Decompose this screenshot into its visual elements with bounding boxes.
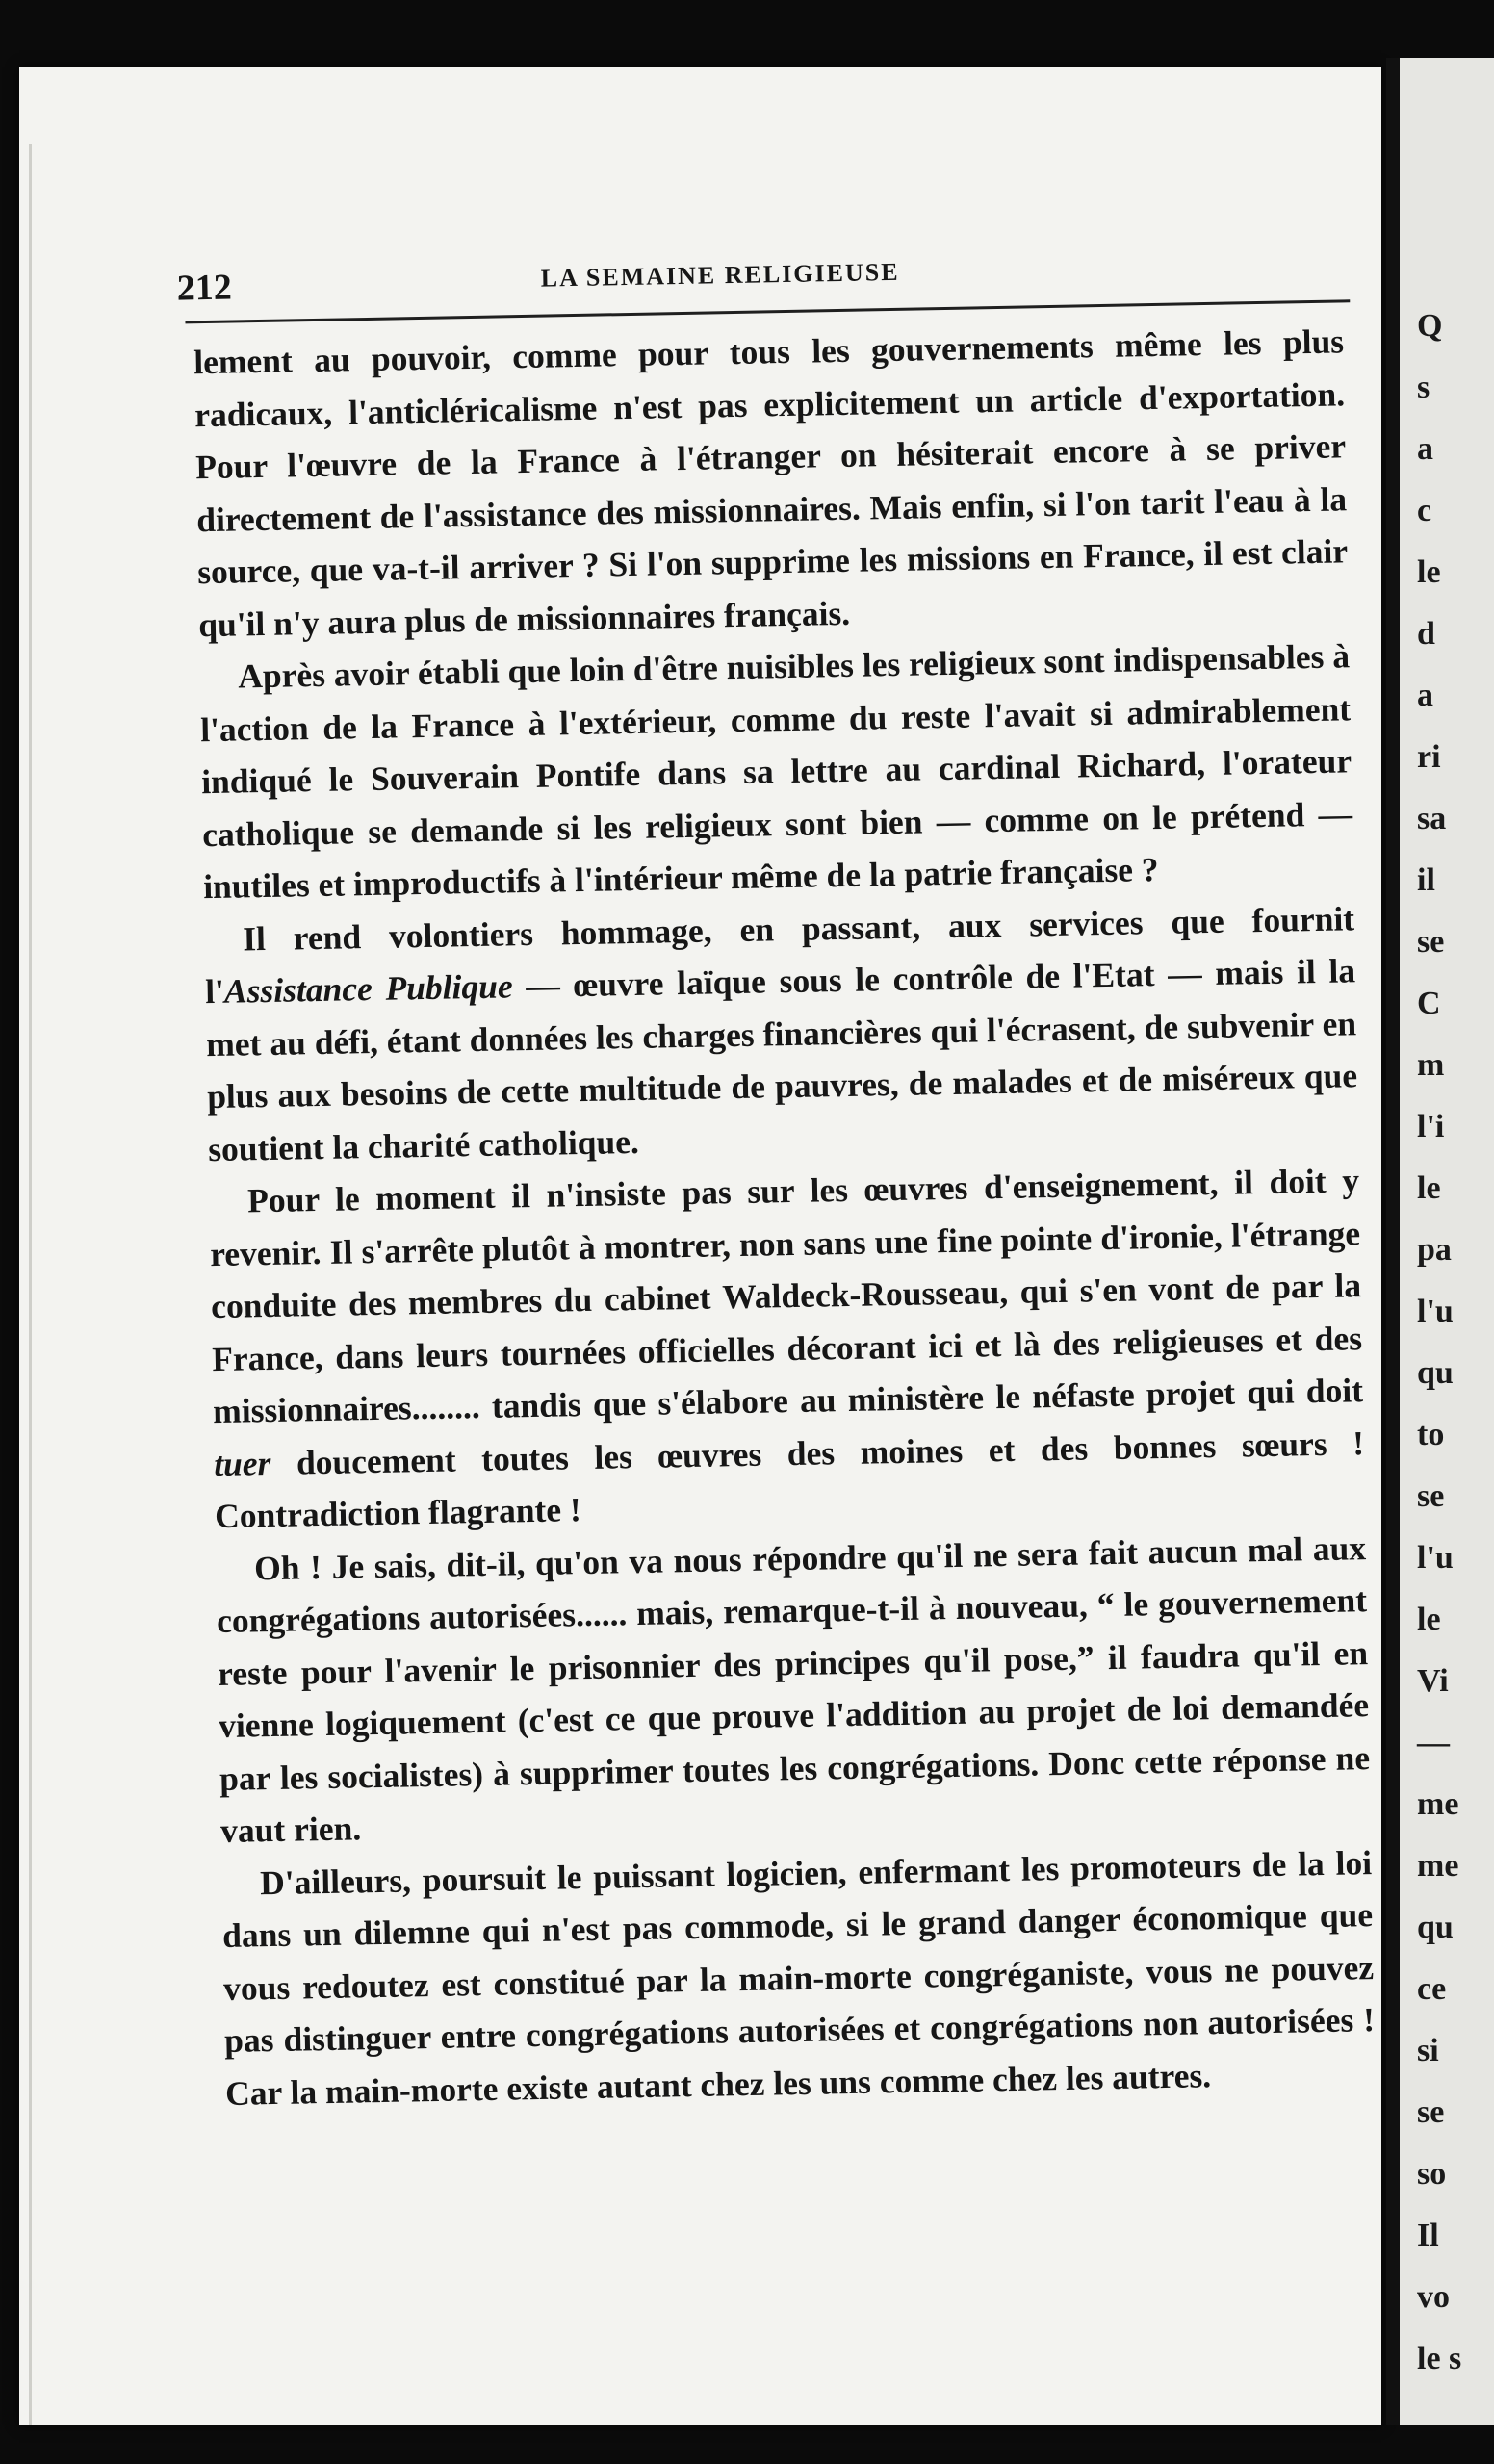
- facing-page-fragment: se: [1417, 924, 1445, 960]
- facing-page-fragment: a: [1417, 678, 1433, 713]
- facing-page-fragment: ce: [1417, 1971, 1447, 2007]
- paragraph-text: — œuvre laïque sous le contrôle de l'Etat — mais il la met au défi, étant données les charges financières qui l'écrasent, de subvenir en plus aux besoins de cette multitude de pauvres, de malades et de miséreux que soutient la charité catholique.: [205, 951, 1358, 1168]
- paragraph: D'ailleurs, poursuit le puissant logicien, enfermant les promoteurs de la loi dans un dilemne qui n'est pas commode, si le grand danger économique que vous redoutez est constitué par la main-morte congréganiste, vous ne pouvez pas distinguer entre congrégations autorisées et congrégations non autorisées ! Car la main-morte existe autant chez les uns comme chez les autres.: [221, 1842, 1376, 2113]
- facing-page-fragment: pa: [1417, 1232, 1452, 1268]
- facing-page-fragment: —: [1417, 1725, 1450, 1760]
- italic-term: tuer: [213, 1443, 271, 1483]
- paragraph-text: doucement toutes les œuvres des moines et des bonnes sœurs ! Contradiction flagrante !: [214, 1423, 1365, 1536]
- italic-term: Assistance Publique: [223, 966, 513, 1011]
- facing-page-fragment: se: [1417, 1478, 1445, 1514]
- facing-page-fragment: le: [1417, 554, 1441, 590]
- page-content: [154, 170, 1376, 2113]
- facing-page-fragment: ri: [1417, 739, 1441, 775]
- facing-page-fragment: s: [1417, 370, 1430, 405]
- page-number: 212: [176, 267, 233, 309]
- facing-page-fragment: Q: [1417, 308, 1443, 344]
- facing-page-fragment: to: [1417, 1417, 1445, 1452]
- facing-page-fragment: vo: [1417, 2279, 1450, 2315]
- facing-page-fragment: so: [1417, 2156, 1447, 2192]
- paragraph: [209, 1154, 1366, 1542]
- facing-page-fragment: le: [1417, 1170, 1441, 1206]
- paragraph-text: Il rend volontiers hommage, en passant, aux services que fournit l': [204, 898, 1355, 1012]
- facing-page-fragment: Vi: [1417, 1663, 1449, 1699]
- facing-page-fragment: qu: [1417, 1355, 1454, 1391]
- paragraph-text: Pour le moment il n'insiste pas sur les œuvres d'enseignement, il doit y revenir. Il s'arrête plutôt à montrer, non sans une fine pointe d'ironie, l'étrange conduite des membres du cabinet Waldeck-Rousseau, qui s'en vont de par la France, dans leurs tournées officielles décorant ici et là des religieuses et des missionnaires........ tandis que s'élabore au ministère le néfaste projet qui doit: [209, 1161, 1364, 1431]
- facing-page-fragment: le: [1417, 1602, 1441, 1637]
- running-head: LA SEMAINE RELIGIEUSE: [540, 257, 900, 293]
- book-page: [19, 67, 1381, 2426]
- facing-page-fragment: l'i: [1417, 1109, 1445, 1144]
- facing-page-fragment: a: [1417, 431, 1433, 467]
- paragraph: lement au pouvoir, comme pour tous les gouvernements même les plus radicaux, l'anticléricalisme n'est pas explicitement un article d'exportation. Pour l'œuvre de la France à l'étranger on hésiterait encore à se priver directement de l'assistance des missionnaires. Mais enfin, si l'on tarit l'eau à la source, que va-t-il arriver ? Si l'on supprime les missions en France, il est clair qu'il n'y aura plus de missionnaires français.: [193, 321, 1349, 644]
- facing-page: [1386, 58, 1494, 2426]
- facing-page-fragment: d: [1417, 616, 1435, 652]
- paragraph: Oh ! Je sais, dit-il, qu'on va nous répondre qu'il ne sera fait aucun mal aux congrégations autorisées...... mais, remarque-t-il à nouveau, “ le gouvernement reste pour l'avenir le prisonnier des principes qu'il pose,” il faudra qu'il en vienne logiquement (c'est ce que prouve l'addition au projet de loi demandée par les socialistes) à supprimer toutes les congrégations. Donc cette réponse ne vaut rien.: [216, 1527, 1371, 1851]
- facing-page-fragment: c: [1417, 493, 1432, 528]
- page-edge-shadow: [29, 144, 32, 2426]
- facing-page-fragment: l'u: [1417, 1540, 1454, 1576]
- facing-page-fragment: il: [1417, 862, 1435, 898]
- facing-page-fragment: le s: [1417, 2341, 1462, 2376]
- facing-page-fragment: se: [1417, 2094, 1445, 2130]
- facing-page-fragment: sa: [1417, 801, 1447, 836]
- facing-page-fragment: qu: [1417, 1910, 1454, 1945]
- facing-page-fragment: Il: [1417, 2218, 1439, 2253]
- paragraph: [204, 892, 1359, 1175]
- facing-page-fragment: m: [1417, 1047, 1445, 1083]
- paragraph: Après avoir établi que loin d'être nuisibles les religieux sont indispensables à l'action de la France à l'extérieur, comme du reste l'avait si admirablement indiqué le Souverain Pontife dans sa lettre au cardinal Richard, l'orateur catholique se demande si les religieux sont bien — comme on le prétend — inutiles et improductifs à l'intérieur même de la patrie française ?: [199, 636, 1353, 907]
- facing-page-fragment: me: [1417, 1848, 1459, 1884]
- facing-page-fragment: l'u: [1417, 1294, 1454, 1329]
- facing-page-fragment: C: [1417, 986, 1441, 1021]
- facing-page-fragment: me: [1417, 1786, 1459, 1822]
- facing-page-fragment: si: [1417, 2033, 1439, 2068]
- body-text: [193, 315, 1377, 2119]
